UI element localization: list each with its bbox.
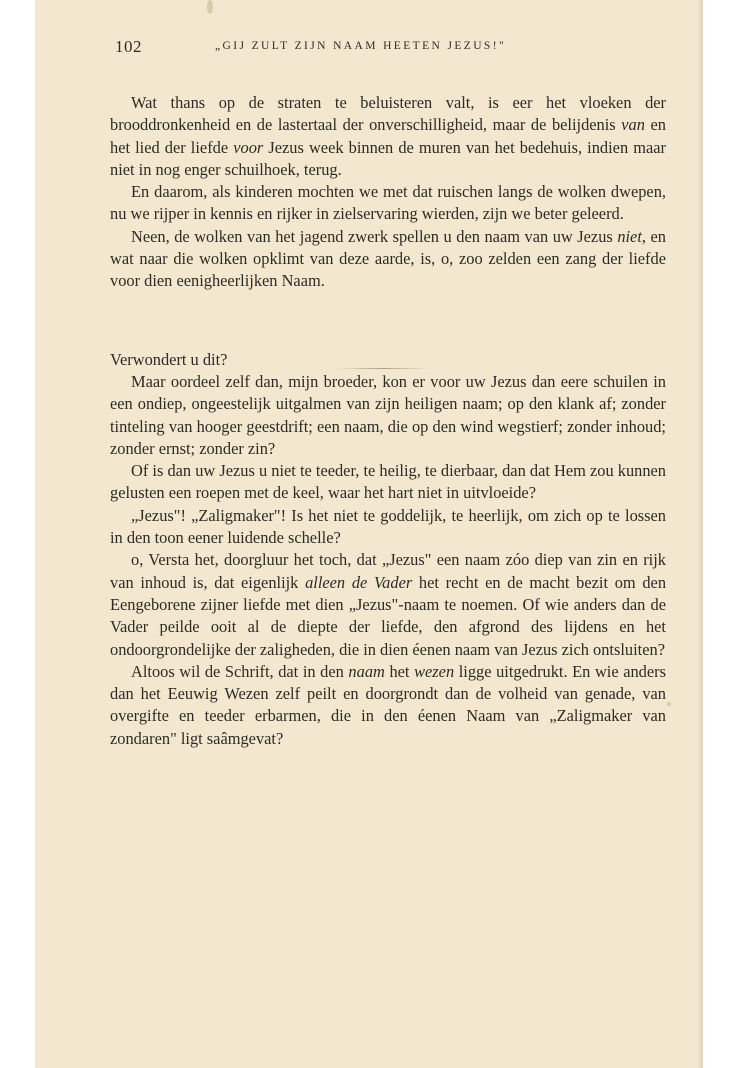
running-title: „GIJ ZULT ZIJN NAAM HEETEN JEZUS!" bbox=[215, 40, 507, 52]
paragraph: Verwondert u dit? bbox=[110, 349, 228, 369]
paragraph: Wat thans op de straten te beluisteren valt, is eer het vloeken der brooddronkenheid en de lastertaal der onverschilligheid, maar de belijdenis van en het lied der liefde voor Jezus week binnen de muren van het bedehuis, indien maar niet in nog enger schuilhoek, terug. bbox=[110, 93, 667, 179]
book-page bbox=[35, 0, 703, 1068]
paragraph: Of is dan uw Jezus u niet te teeder, te heilig, te dierbaar, dan dat Hem zou kunnen gelusten een roepen met de keel, waar het hart niet in uitvloeide? bbox=[110, 461, 666, 503]
body-text bbox=[110, 92, 666, 750]
paper-stain bbox=[667, 702, 671, 706]
paragraph: Neen, de wolken van het jagend zwerk spellen u den naam van uw Jezus niet, en wat naar die wolken opklimt van deze aarde, is, o, zoo zelden een zang der liefde voor dien eenigheerlijken Naam. bbox=[110, 226, 666, 291]
section-1 bbox=[110, 92, 666, 293]
paragraph: o, Versta het, doorgluur het toch, dat „Jezus" een naam zóo diep van zin en rijk van inhoud is, dat eigenlijk alleen de Vader het recht en de macht bezit om den Eengeborene zijner liefde met dien „Jezus"-naam te noemen. Of wie anders dan de Vader peilde ooit al de diepte der liefde, den afgrond des lijdens en het ondoorgrondelijke der zaligheden, die in dien éenen naam van Jezus zich ontsluiten? bbox=[110, 550, 667, 659]
page-header bbox=[110, 37, 670, 61]
section-2 bbox=[110, 349, 666, 750]
page-edge-shadow bbox=[697, 0, 703, 1068]
paragraph: Maar oordeel zelf dan, mijn broeder, kon er voor uw Jezus dan eere schuilen in een ondiep, ongeestelijk uitgalmen van zijn heiligen naam; op den klank af; zonder tinteling van hooger geestdrift; een naam, die op den wind wegstierf; zonder inhoud; zonder ernst; zonder zin? bbox=[110, 371, 666, 458]
paragraph: „Jezus"! „Zaligmaker"! Is het niet te goddelijk, te heerlijk, om zich op te lossen in den toon eener luidende schelle? bbox=[110, 505, 666, 548]
paper-stain bbox=[207, 0, 213, 14]
paragraph: En daarom, als kinderen mochten we met dat ruischen langs de wolken dwepen, nu we rijper in kennis en rijker in zielservaring wierden, zijn we beter geleerd. bbox=[110, 182, 666, 224]
page-number: 102 bbox=[115, 37, 142, 56]
paragraph: Altoos wil de Schrift, dat in den naam het wezen ligge uitgedrukt. En wie anders dan het Eeuwig Wezen zelf peilt en doorgrondt dan de volheid van genade, van overgifte en teeder erbarmen, die in den éenen Naam van „Zaligmaker van zondaren" ligt saâmgevat? bbox=[110, 661, 666, 748]
